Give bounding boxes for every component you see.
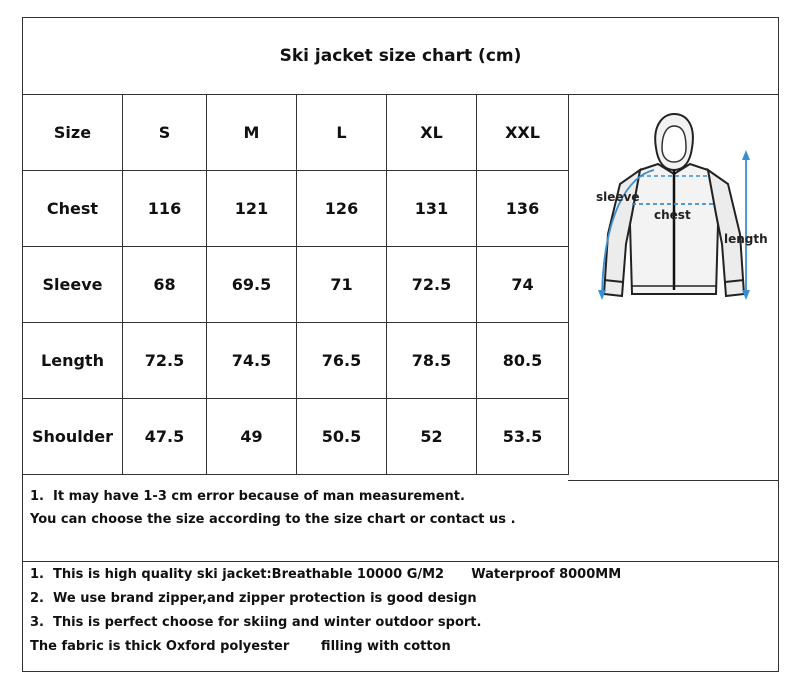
table-cell: 74: [477, 247, 569, 323]
row-label: Sleeve: [23, 247, 123, 323]
row-label: Length: [23, 323, 123, 399]
table-cell: 68: [123, 247, 207, 323]
note-line: 1. It may have 1-3 cm error because of man measurement.: [30, 489, 465, 504]
note-line: 1. This is high quality ski jacket:Breathable 10000 G/M2 Waterproof 8000MM: [30, 567, 622, 582]
notes-product: [22, 562, 779, 672]
table-row: [23, 247, 569, 323]
header-cell: M: [207, 95, 297, 171]
note-line: The fabric is thick Oxford polyester filling with cotton: [30, 639, 451, 654]
row-label: Shoulder: [23, 399, 123, 475]
header-cell: S: [123, 95, 207, 171]
table-cell: 47.5: [123, 399, 207, 475]
table-cell: 69.5: [207, 247, 297, 323]
table-cell: 50.5: [297, 399, 387, 475]
table-cell: 136: [477, 171, 569, 247]
table-cell: 72.5: [123, 323, 207, 399]
table-header-row: [23, 95, 569, 171]
table-cell: 52: [387, 399, 477, 475]
jacket-measurement-figure: [568, 94, 779, 481]
length-label: length: [724, 232, 768, 246]
table-cell: 71: [297, 247, 387, 323]
row-label: Chest: [23, 171, 123, 247]
table-cell: 53.5: [477, 399, 569, 475]
table-row: [23, 171, 569, 247]
table-cell: 78.5: [387, 323, 477, 399]
table-cell: 116: [123, 171, 207, 247]
table-cell: 126: [297, 171, 387, 247]
header-cell: XXL: [477, 95, 569, 171]
note-line: 2. We use brand zipper,and zipper protection is good design: [30, 591, 477, 606]
header-cell: L: [297, 95, 387, 171]
table-cell: 76.5: [297, 323, 387, 399]
table-cell: 131: [387, 171, 477, 247]
chest-label: chest: [654, 208, 691, 222]
note-line: 3. This is perfect choose for skiing and winter outdoor sport.: [30, 615, 482, 630]
table-cell: 49: [207, 399, 297, 475]
notes-measurement: [22, 481, 779, 562]
table-cell: 74.5: [207, 323, 297, 399]
table-cell: 80.5: [477, 323, 569, 399]
size-table: [22, 94, 569, 475]
table-row: [23, 323, 569, 399]
table-row: [23, 399, 569, 475]
table-cell: 121: [207, 171, 297, 247]
header-cell: XL: [387, 95, 477, 171]
header-cell: Size: [23, 95, 123, 171]
table-cell: 72.5: [387, 247, 477, 323]
note-line: You can choose the size according to the size chart or contact us .: [30, 512, 516, 527]
sleeve-label: sleeve: [596, 190, 640, 204]
chart-title: Ski jacket size chart (cm): [22, 17, 779, 95]
